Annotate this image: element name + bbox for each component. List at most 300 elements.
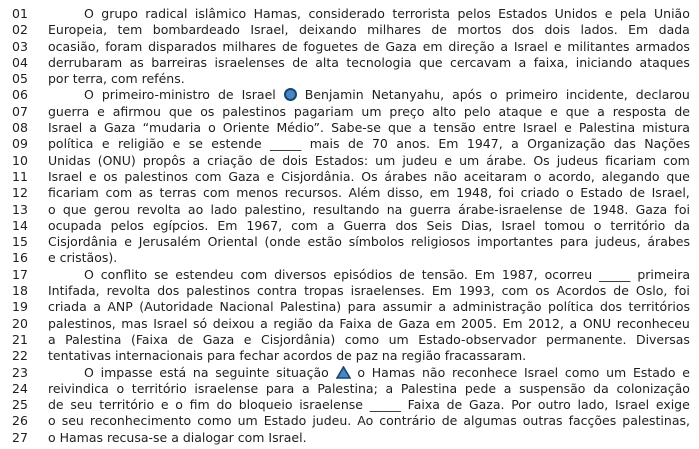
word: Em: [217, 217, 238, 233]
line-row: [12, 332, 690, 348]
word: como: [344, 331, 380, 347]
line-text: por terra, com reféns.: [48, 71, 185, 87]
line-text: [48, 234, 690, 249]
word: de: [674, 103, 690, 119]
word: foi: [674, 201, 690, 217]
word: como: [564, 364, 600, 380]
word: dada: [658, 22, 690, 38]
word: 1993,: [458, 283, 495, 299]
word: Benjamin: [304, 87, 364, 103]
word: Médio”.: [276, 120, 325, 136]
word: ocupada: [48, 217, 102, 233]
word: o: [208, 120, 216, 136]
line-text: [48, 153, 690, 168]
word: o: [489, 87, 498, 103]
line-number: 13: [12, 201, 28, 217]
word: terras: [159, 185, 197, 201]
line-text: [48, 6, 690, 21]
word: _____: [599, 266, 631, 282]
line-row: [12, 87, 690, 103]
word: ANP: [107, 299, 133, 315]
word: Palestina: [400, 380, 458, 396]
word: bombardeado: [152, 22, 240, 38]
word: e: [160, 397, 169, 413]
word: Hamas: [371, 364, 416, 380]
word: Nações: [644, 136, 690, 152]
word: as: [129, 54, 144, 70]
word: Em: [431, 283, 452, 299]
word: 2012,: [528, 315, 564, 331]
word: região: [273, 315, 313, 331]
word: Organização: [527, 136, 606, 152]
word: de: [347, 136, 364, 152]
word: O: [84, 6, 94, 21]
word: de: [177, 331, 194, 347]
word: em: [422, 38, 443, 54]
word: política: [548, 299, 594, 315]
line-row: [12, 6, 690, 22]
word: ocorreu: [544, 266, 593, 282]
line-number: 10: [12, 152, 28, 168]
word: o: [48, 413, 56, 429]
line-row: [12, 413, 690, 429]
word: a: [597, 103, 605, 119]
word: judeu.: [312, 413, 352, 429]
word: disso,: [387, 185, 424, 201]
word: territórios: [628, 299, 690, 315]
word: guerra: [409, 201, 451, 217]
word: criação: [207, 152, 253, 168]
word: dos: [395, 217, 418, 233]
word: Israel: [513, 38, 549, 54]
line-text: [48, 332, 690, 347]
line-text: e cristãos).: [48, 250, 118, 266]
word: israelenses.: [350, 283, 425, 299]
word: Netanyahu,: [371, 87, 445, 103]
word: disparados: [148, 38, 217, 54]
word: judeu: [402, 152, 438, 168]
word: armados: [635, 38, 690, 54]
word: da: [674, 217, 690, 233]
line-number: 12: [12, 185, 28, 201]
word: com: [240, 266, 268, 282]
word: Dias,: [461, 217, 493, 233]
word: tropas: [304, 283, 344, 299]
word: e: [266, 168, 275, 184]
word: foguetes: [303, 38, 359, 54]
word: a: [89, 120, 97, 136]
word: um: [388, 331, 409, 347]
word: na: [192, 364, 209, 380]
word: 70: [371, 136, 388, 152]
word: propôs: [142, 152, 186, 168]
word: da: [593, 380, 609, 396]
word: palestinos: [186, 283, 251, 299]
word: algumas: [463, 413, 517, 429]
word: a: [418, 120, 427, 136]
word: 1967,: [246, 217, 283, 233]
word: e: [243, 331, 252, 347]
word: um: [237, 413, 258, 429]
word: primeira: [637, 266, 690, 282]
word: Faixa: [339, 315, 372, 331]
line-number: 05: [12, 71, 28, 87]
line-number: 04: [12, 54, 28, 70]
word: de: [377, 315, 393, 331]
word: foram: [105, 38, 143, 54]
word: direção: [448, 38, 495, 54]
word: que: [388, 120, 412, 136]
word: e: [101, 136, 110, 152]
word: o: [175, 397, 183, 413]
word: de: [363, 38, 380, 54]
word: seu: [70, 397, 93, 413]
word: a: [500, 38, 509, 54]
line-number: 02: [12, 22, 28, 38]
word: palestino,: [244, 201, 306, 217]
word: milhares: [222, 38, 277, 54]
word: episódios: [333, 266, 393, 282]
line-row: [12, 153, 690, 169]
word: O: [84, 87, 94, 103]
word: que: [168, 103, 193, 119]
line-text: tentativas internacionais para fechar acordos de paz na região fracassaram.: [48, 348, 527, 364]
word: exige: [655, 397, 690, 413]
word: revolta: [137, 201, 181, 217]
word: a: [503, 380, 512, 396]
word: judeus: [556, 152, 599, 168]
line-text: o Hamas recusa-se a dialogar com Israel.: [48, 429, 307, 445]
line-number: 14: [12, 217, 28, 233]
line-number: 25: [12, 397, 28, 413]
word: de: [399, 266, 415, 282]
line-row: [12, 218, 690, 234]
word: pede: [464, 380, 497, 396]
word: a: [326, 217, 335, 233]
word: suspensão: [519, 380, 586, 396]
word: foi: [498, 185, 515, 201]
word: Oslo,: [635, 283, 668, 299]
word: símbolos: [348, 234, 405, 250]
word: Gaza: [103, 120, 136, 136]
line-text: [48, 185, 690, 200]
word: palestinas,: [622, 413, 690, 429]
word: Sabe-se: [331, 120, 381, 136]
word: reconhece: [452, 364, 518, 380]
line-number: 03: [12, 38, 28, 54]
word: Israel: [614, 397, 650, 413]
line-row: [12, 381, 690, 397]
word: aceitaram: [463, 168, 528, 184]
word: menos: [236, 185, 279, 201]
word: administração: [452, 299, 542, 315]
word: Cisjordânia.: [281, 168, 355, 184]
word: assumir: [382, 299, 432, 315]
word: radical: [145, 6, 188, 21]
word: importantes: [477, 234, 554, 250]
word: Israel: [501, 217, 536, 233]
word: ao: [187, 201, 204, 217]
word: militantes: [567, 38, 630, 54]
word: israelense: [194, 380, 259, 396]
word: mas: [121, 315, 148, 331]
word: da: [318, 315, 334, 331]
word: a: [438, 299, 447, 315]
word: que: [666, 168, 690, 184]
line-row: [12, 267, 690, 283]
line-number: 06: [12, 87, 28, 103]
word: a: [518, 54, 527, 70]
word: Hamas,: [253, 6, 302, 21]
word: Estado: [632, 364, 676, 380]
word: Gaza: [228, 168, 260, 184]
word: (Faixa: [130, 331, 169, 347]
line-number: 15: [12, 234, 28, 250]
word: e: [604, 6, 613, 21]
word: de: [613, 283, 629, 299]
line-text: [48, 120, 690, 135]
word: seu: [61, 413, 84, 429]
word: e: [88, 168, 97, 184]
line-text: [48, 381, 690, 396]
line-row: [12, 22, 690, 38]
word: O: [84, 266, 94, 282]
word: pelo: [463, 103, 491, 119]
word: de: [569, 201, 586, 217]
word: 1948.: [592, 201, 629, 217]
word: a: [48, 331, 56, 347]
word: (ONU): [97, 152, 136, 168]
word: grupo: [101, 6, 138, 21]
word: que: [565, 103, 590, 119]
line-text: [48, 299, 690, 314]
word: e: [97, 103, 105, 119]
blue-circle-icon: [284, 88, 297, 101]
word: Em: [438, 136, 459, 152]
word: milhares: [367, 22, 421, 38]
word: o: [566, 185, 574, 201]
word: ocasião,: [48, 38, 100, 54]
word: incidente,: [565, 87, 628, 103]
line-row: [12, 397, 690, 413]
line-number: 17: [12, 266, 28, 282]
word: Jerusalém: [138, 234, 201, 250]
line-number: 18: [12, 283, 28, 299]
line-text: [48, 397, 690, 412]
word: política: [48, 136, 94, 152]
word: o: [357, 364, 365, 380]
line-text: [48, 169, 690, 184]
word: a: [511, 136, 519, 152]
word: guerra: [48, 103, 90, 119]
word: Intifada,: [48, 283, 100, 299]
word: de: [446, 397, 463, 413]
word: recursos.: [284, 185, 342, 201]
word: O: [84, 364, 94, 380]
word: reconheceu: [616, 315, 690, 331]
word: egípcios.: [152, 217, 209, 233]
word: 1947,: [466, 136, 503, 152]
word: Israel: [48, 168, 83, 184]
line-row: [12, 430, 690, 446]
word: ficariam: [605, 152, 657, 168]
word: facções: [568, 413, 617, 429]
word: resultando: [312, 201, 380, 217]
word: e: [564, 120, 572, 136]
line-number: 22: [12, 348, 28, 364]
word: contrário: [379, 413, 436, 429]
line-number: 23: [12, 364, 28, 380]
line-text: [48, 104, 690, 119]
word: dos: [157, 283, 180, 299]
word: árabe.: [486, 152, 527, 168]
line-text: [48, 316, 690, 331]
word: de: [217, 87, 234, 103]
word: Estados: [498, 6, 548, 21]
word: faixa,: [533, 54, 569, 70]
word: árabes: [647, 234, 690, 250]
word: criado: [520, 185, 560, 201]
line-text: [48, 39, 690, 54]
word: Cisjordânia: [48, 234, 118, 250]
word: tensão: [433, 120, 476, 136]
word: Palestina: [65, 331, 122, 347]
word: Gaza: [398, 315, 431, 331]
word: mais: [309, 136, 340, 152]
word: estende: [211, 136, 262, 152]
word: estendeu: [175, 266, 234, 282]
word: Guerra: [343, 217, 387, 233]
word: (onde: [264, 234, 301, 250]
word: Estado: [263, 413, 307, 429]
line-text: [48, 283, 690, 298]
word: Israel: [522, 120, 558, 136]
word: território: [610, 217, 666, 233]
word: dois: [282, 152, 308, 168]
word: palestinos,: [48, 315, 116, 331]
line-row: [12, 202, 690, 218]
word: está: [159, 364, 187, 380]
word: Gaza: [635, 201, 668, 217]
word: tomou: [544, 217, 585, 233]
word: alegando: [601, 168, 660, 184]
word: colonização: [616, 380, 690, 396]
word: palestinos: [222, 103, 287, 119]
line-row: [12, 250, 690, 266]
line-number: 27: [12, 429, 28, 445]
word: após: [452, 87, 482, 103]
word: que: [419, 54, 443, 70]
word: Em: [628, 22, 649, 38]
word: mistura: [642, 120, 690, 136]
word: declarou: [635, 87, 690, 103]
word: que: [62, 201, 87, 217]
word: e: [550, 103, 558, 119]
word: de: [629, 185, 646, 201]
blue-triangle-icon: [336, 366, 351, 379]
word: o: [533, 168, 542, 184]
word: alto: [432, 103, 456, 119]
word: estão: [307, 234, 342, 250]
word: Acordos: [556, 283, 607, 299]
word: palestinos: [124, 168, 189, 184]
word: Palestina): [280, 299, 342, 315]
line-number: 09: [12, 136, 28, 152]
word: com: [105, 185, 133, 201]
word: Além: [348, 185, 381, 201]
line-text: [48, 22, 690, 37]
word: Os: [533, 152, 550, 168]
word: bloqueio: [238, 397, 293, 413]
word: dos: [599, 299, 623, 315]
word: território: [131, 380, 187, 396]
word: “mudaria: [142, 120, 202, 136]
word: permanente.: [545, 331, 627, 347]
word: Israel,: [651, 185, 690, 201]
word: Cisjordânia): [260, 331, 336, 347]
word: e: [172, 136, 181, 152]
word: Os: [361, 168, 378, 184]
word: as: [138, 185, 153, 201]
word: deixando: [298, 22, 357, 38]
line-number: 20: [12, 315, 28, 331]
word: e: [124, 234, 132, 250]
word: em: [435, 315, 456, 331]
word: os: [535, 283, 550, 299]
word: primeiro: [505, 87, 558, 103]
line-number: 21: [12, 331, 28, 347]
word: de: [48, 397, 64, 413]
word: lados.: [580, 22, 618, 38]
word: Faixa: [407, 397, 440, 413]
word: Israel: [48, 120, 83, 136]
line-row: [12, 316, 690, 332]
line-text: [48, 87, 690, 102]
word: Oriente: [222, 120, 270, 136]
word: um: [459, 152, 480, 168]
word: pelos: [110, 217, 144, 233]
word: se: [154, 266, 169, 282]
line-text: [48, 365, 690, 380]
word: na: [386, 201, 403, 217]
word: alta: [315, 54, 339, 70]
word: Nacional: [219, 299, 274, 315]
word: contra: [256, 283, 298, 299]
word: pagariam: [293, 103, 354, 119]
line-row: [12, 104, 690, 120]
word: de: [259, 152, 276, 168]
word: Palestina;: [317, 380, 378, 396]
word: terrorista: [392, 6, 451, 21]
line-number: 11: [12, 168, 28, 184]
word: anos.: [396, 136, 430, 152]
word: lado: [210, 201, 238, 217]
line-row: [12, 348, 690, 364]
word: ficariam: [48, 185, 99, 201]
word: ataques: [639, 54, 690, 70]
word: e: [682, 364, 690, 380]
word: _____: [270, 136, 302, 152]
word: o: [593, 217, 602, 233]
word: Seis: [426, 217, 453, 233]
word: reconhecimento: [89, 413, 192, 429]
word: como: [197, 413, 232, 429]
word: a: [569, 315, 578, 331]
word: tecnologia: [346, 54, 412, 70]
word: seguinte: [215, 364, 270, 380]
word: mortos: [457, 22, 502, 38]
word: tensão.: [421, 266, 468, 282]
